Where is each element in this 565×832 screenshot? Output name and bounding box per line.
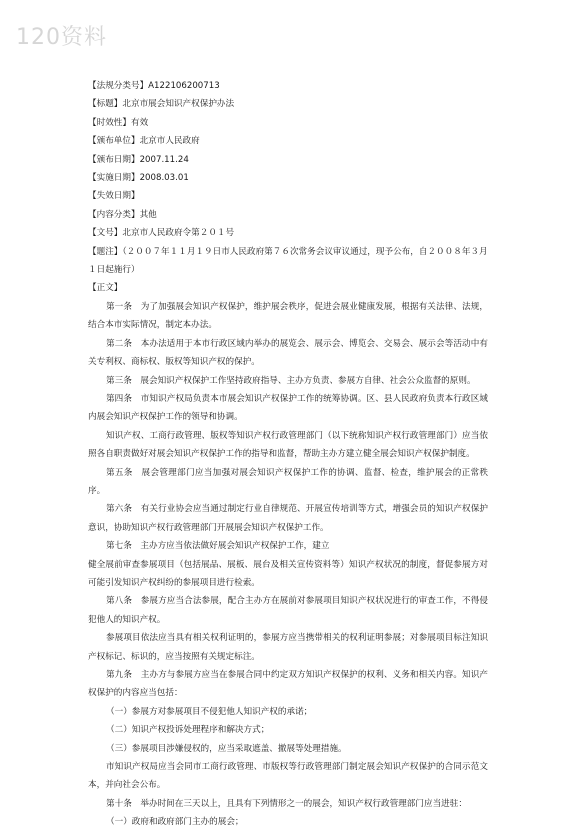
paragraph: 第二条 本办法适用于本市行政区域内举办的展览会、展示会、博览会、交易会、展示会等活动中有关专利权、商标权、版权等知识产权的保护。 xyxy=(88,338,488,368)
metadata-row xyxy=(88,224,488,242)
paragraph: 知识产权、工商行政管理、版权等知识产权行政管理部门（以下统称知识产权行政管理部门）应当依照各自职责做好对展会知识产权保护工作的指导和监督，帮助主办方建立健全展会知识产权保护制度。 xyxy=(88,430,488,460)
metadata-tag: 【法规分类号】 xyxy=(88,81,149,91)
metadata-block xyxy=(88,77,488,243)
metadata-row xyxy=(88,169,488,187)
metadata-value: 北京市人民政府 xyxy=(139,136,200,147)
article-paragraphs xyxy=(88,298,488,703)
paragraph: 第四条 市知识产权局负责本市展会知识产权保护工作的统筹协调。区、县人民政府负责本行政区域内展会知识产权保护工作的领导和协调。 xyxy=(88,393,488,423)
paragraph: 第六条 有关行业协会应当通过制定行业自律规范、开展宣传培训等方式，增强会员的知识产权保护意识，协助知识产权行政管理部门开展展会知识产权保护工作。 xyxy=(88,504,488,533)
article-paragraphs-continued xyxy=(88,758,488,813)
metadata-row xyxy=(88,187,488,205)
metadata-value: 北京市展会知识产权保护办法 xyxy=(122,99,235,110)
metadata-value: A122106200713 xyxy=(148,81,220,91)
metadata-row xyxy=(88,206,488,224)
metadata-tag: 【颁布单位】 xyxy=(88,136,140,147)
metadata-value: 2007.11.24 xyxy=(139,154,189,165)
watermark: 120资料 xyxy=(16,25,107,50)
contract-content-list xyxy=(88,703,488,758)
paragraph: 第三条 展会知识产权保护工作坚持政府指导、主办方负责、参展方自律、社会公众监督的原则。 xyxy=(106,375,476,386)
metadata-tag: 【失效日期】 xyxy=(88,191,140,202)
metadata-tag: 【时效性】 xyxy=(88,117,131,128)
note-line xyxy=(88,243,488,280)
list-item: （二）知识产权投诉处理程序和解决方式； xyxy=(106,725,270,736)
metadata-value: 其他 xyxy=(139,209,157,220)
metadata-tag: 【实施日期】 xyxy=(88,173,140,184)
list-item: （一）参展方对参展项目不侵犯他人知识产权的承诺； xyxy=(106,706,313,717)
metadata-row xyxy=(88,132,488,150)
metadata-row xyxy=(88,151,488,169)
metadata-row xyxy=(88,77,488,95)
metadata-value: 2008.03.01 xyxy=(139,173,189,184)
list-item: （三）参展项目涉嫌侵权的，应当采取遮盖、撤展等处理措施。 xyxy=(106,743,347,754)
note-value: （２００７年１１月１９日市人民政府第７６次常务会议审议通过，现予公布，自２００８年３月１日起施行） xyxy=(88,246,488,276)
metadata-row xyxy=(88,114,488,132)
paragraph: 参展项目依法应当具有相关权利证明的，参展方应当携带相关的权利证明参展；对参展项目标注知识产权标记、标识的，应当按照有关规定标注。 xyxy=(88,633,488,662)
paragraph: 第七条 主办方应当依法做好展会知识产权保护工作，建立 xyxy=(106,541,330,552)
document-body xyxy=(88,77,488,832)
paragraph: 第一条 为了加强展会知识产权保护，维护展会秩序，促进会展业健康发展，根据有关法律、法规，结合本市实际情况，制定本办法。 xyxy=(88,301,488,331)
paragraph: 第十条 举办时间在三天以上，且具有下列情形之一的展会，知识产权行政管理部门应当进驻： xyxy=(106,798,467,809)
metadata-tag: 【颁布日期】 xyxy=(88,154,140,165)
body-tag: 【正文】 xyxy=(88,283,123,294)
metadata-row xyxy=(88,95,488,113)
metadata-tag: 【标题】 xyxy=(88,99,123,110)
paragraph: 第九条 主办方与参展方应当在参展合同中约定双方知识产权保护的权利、义务和相关内容。知识产权保护的内容应当包括： xyxy=(88,670,488,699)
metadata-tag: 【文号】 xyxy=(88,228,123,239)
list-item: （一）政府和政府部门主办的展会； xyxy=(106,817,244,828)
metadata-tag: 【内容分类】 xyxy=(88,209,140,220)
paragraph: 第五条 展会管理部门应当加强对展会知识产权保护工作的协调、监督、检查，维护展会的正常秩序。 xyxy=(88,467,488,496)
exhibition-conditions-list xyxy=(88,813,488,831)
metadata-value: 有效 xyxy=(130,117,149,128)
paragraph: 市知识产权局应当会同市工商行政管理、市版权等行政管理部门制定展会知识产权保护的合同示范文本，并向社会公布。 xyxy=(88,762,488,791)
paragraph: 健全展前审查参展项目（包括展品、展板、展台及相关宣传资料等）知识产权状况的制度，督促参展方对可能引发知识产权纠纷的参展项目进行检索。 xyxy=(88,559,488,588)
metadata-value: 北京市人民政府令第２０１号 xyxy=(122,228,235,239)
note-tag: 【题注】 xyxy=(88,246,123,257)
paragraph: 第八条 参展方应当合法参展，配合主办方在展前对参展项目知识产权状况进行的审查工作，不得侵犯他人的知识产权。 xyxy=(88,596,488,625)
